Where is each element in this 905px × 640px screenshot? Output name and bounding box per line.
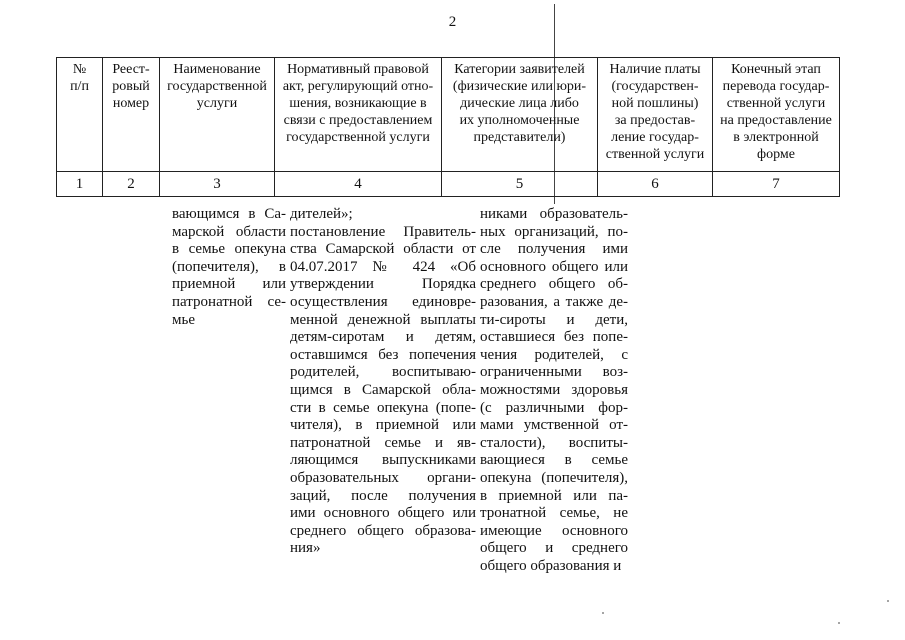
header-cell-number (57, 58, 103, 172)
text-line: сле получения ими (480, 241, 628, 258)
header-line: Категории заявителей (454, 62, 585, 77)
column-number: 2 (103, 172, 160, 197)
header-line: Конечный этап (731, 62, 821, 77)
header-line: связи с предоставлением (283, 113, 433, 128)
column-number: 1 (57, 172, 103, 197)
text-line: общего и среднего (480, 540, 628, 557)
text-line: образовательных органи- (290, 469, 476, 486)
header-line: Нормативный правовой (287, 62, 429, 77)
header-line: государственной услуги (286, 130, 430, 145)
header-line: представители) (473, 130, 566, 145)
text-line: среднего общего образова- (290, 522, 476, 539)
text-line: дителей»; (290, 206, 353, 222)
header-line: в электронной (733, 130, 819, 145)
text-line: ных организаций, по- (480, 223, 628, 240)
header-row (57, 58, 840, 172)
header-line: на предоставление (720, 113, 832, 128)
text-line: вающимся в Са- (172, 206, 286, 222)
text-line: имеющие основного (480, 522, 628, 539)
scan-speck (602, 612, 604, 614)
text-line: 04.07.2017 № 424 «Об (290, 258, 476, 275)
header-line: ственной услуги (726, 96, 826, 111)
text-line: заций, после получения (290, 487, 476, 504)
header-line: государственной (167, 79, 267, 94)
text-line: общего образования и (480, 557, 622, 574)
text-line: осуществления единовре- (290, 293, 476, 310)
column-number: 7 (713, 172, 840, 197)
header-cell-service-name (160, 58, 275, 172)
header-line: услуги (196, 96, 238, 111)
text-line: патронатной семье и яв- (290, 434, 476, 451)
scan-speck (838, 622, 840, 624)
text-line: оставшиеся без попе- (480, 329, 628, 346)
page-number: 2 (448, 14, 457, 30)
text-line: родителей, воспитываю- (290, 364, 476, 381)
text-line: сти в семье опекуна (попе- (290, 399, 476, 416)
header-cell-legal-act (275, 58, 442, 172)
text-line: ния» (290, 540, 321, 557)
text-line: основного общего или (480, 258, 628, 275)
header-cell-applicants (442, 58, 598, 172)
header-line: (государствен- (611, 79, 699, 94)
text-line: тронатной семье, не (480, 505, 628, 522)
header-line: п/п (70, 79, 89, 94)
text-line: никами образователь- (480, 206, 628, 222)
header-line: ственной услуги (605, 147, 705, 162)
text-line: ти-сироты и дети, (480, 311, 628, 328)
text-line: в приемной или па- (480, 487, 628, 504)
header-line: № (72, 62, 87, 77)
text-line: детям-сиротам и детям, (290, 329, 476, 346)
header-line: за предостав- (614, 113, 696, 128)
header-line: ной пошлины) (611, 96, 699, 111)
text-line: щимся в Самарской обла- (290, 381, 476, 398)
text-line: оставшимся без попечения (290, 346, 476, 363)
column-number: 3 (160, 172, 275, 197)
body-column-legal-act (290, 206, 476, 558)
text-line: ства Самарской области от (290, 241, 476, 258)
header-cell-fee (598, 58, 713, 172)
text-line: ляющимся выпускниками (290, 452, 476, 469)
body-column-applicants (480, 206, 628, 575)
column-number: 5 (442, 172, 598, 197)
header-line: ровый (112, 79, 150, 94)
column-number: 4 (275, 172, 442, 197)
column-number: 6 (598, 172, 713, 197)
header-line: номер (112, 96, 150, 111)
header-line: акт, регулирующий отно- (282, 79, 434, 94)
text-line: ограниченными воз- (480, 364, 628, 381)
text-line: ими основного общего или (290, 505, 476, 522)
text-line: в семье опекуна (172, 241, 286, 258)
text-line: чения родителей, с (480, 346, 628, 363)
header-line: ление государ- (611, 130, 699, 145)
header-cell-registry (103, 58, 160, 172)
text-line: среднего общего об- (480, 276, 628, 293)
body-column-service-name (172, 206, 286, 329)
header-line: перевода государ- (722, 79, 830, 94)
header-line: Наличие платы (609, 62, 701, 77)
text-line: сталости), воспиты- (480, 434, 628, 451)
text-line: опекуна (попечителя), (480, 469, 628, 486)
header-line: форме (757, 147, 795, 162)
header-line: дические лица либо (460, 96, 579, 111)
header-line: Реест- (112, 62, 150, 77)
text-line: можностями здоровья (480, 381, 628, 398)
text-line: приемной или (172, 276, 286, 293)
services-table-header (56, 57, 840, 197)
text-line: мье (172, 311, 195, 328)
text-line: марской области (172, 223, 286, 240)
text-line: (попечителя), в (172, 258, 286, 275)
text-line: вающиеся в семье (480, 452, 628, 469)
header-line: их уполномоченные (459, 113, 580, 128)
text-line: чителя), в приемной или (290, 417, 476, 434)
text-line: патронатной се- (172, 293, 286, 310)
text-line: менной денежной выплаты (290, 311, 476, 328)
text-line: (с различными фор- (480, 399, 628, 416)
scan-speck (887, 600, 889, 602)
text-line: постановление Правитель- (290, 223, 476, 240)
header-cell-electronic-stage (713, 58, 840, 172)
text-line: утверждении Порядка (290, 276, 476, 293)
header-line: шения, возникающие в (289, 96, 427, 111)
header-line: (физические или юри- (452, 79, 587, 94)
text-line: мами умственной от- (480, 417, 628, 434)
header-line: Наименование (173, 62, 261, 77)
text-line: разования, а также де- (480, 293, 628, 310)
column-number-row (57, 172, 840, 197)
